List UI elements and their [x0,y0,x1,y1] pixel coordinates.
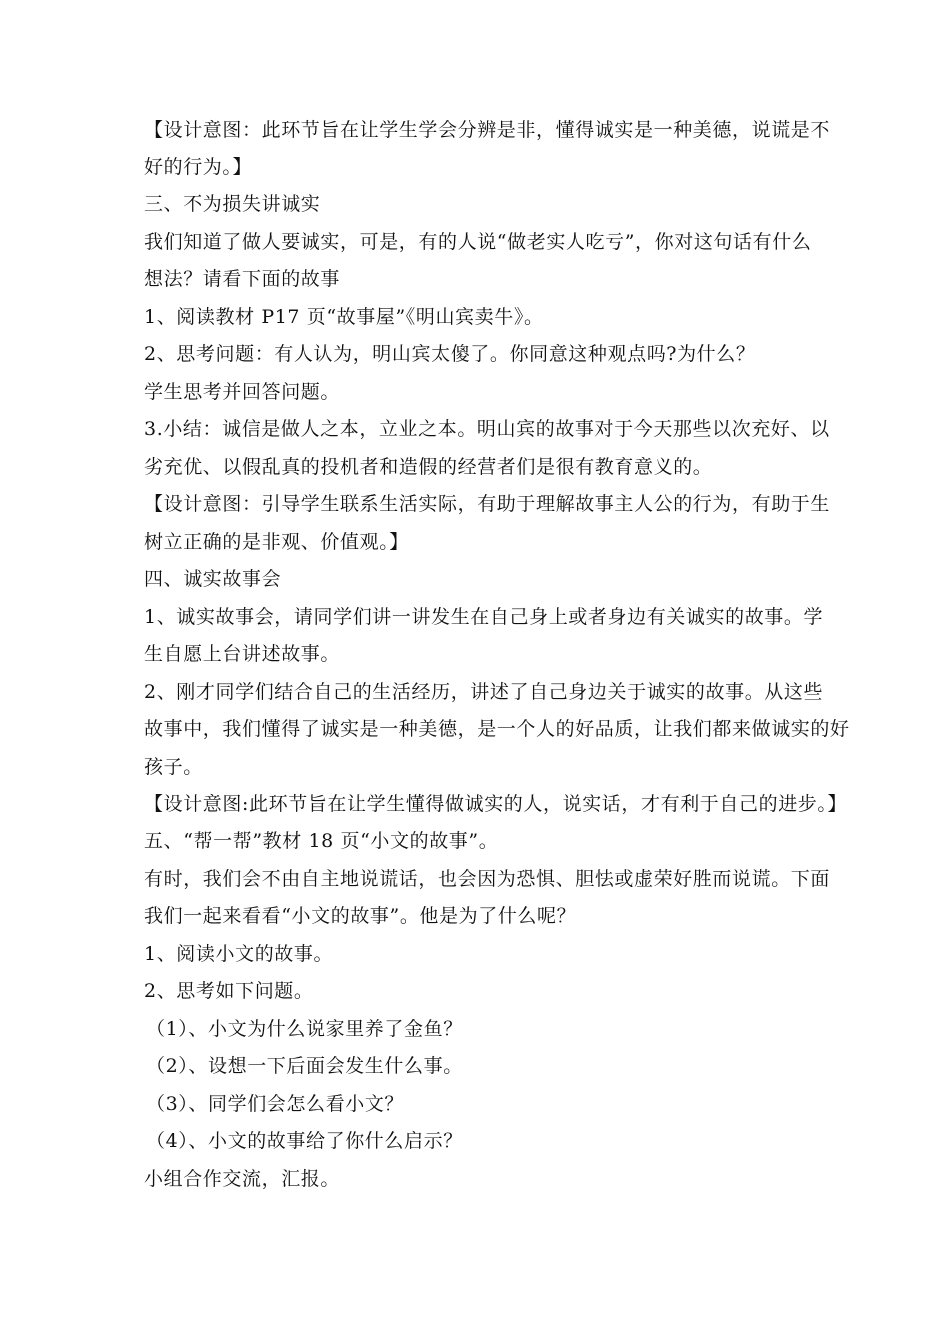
section-heading: 五、“帮一帮”教材 18 页“小文的故事”。 [144,830,499,852]
question-item: （2）、设想一下后面会发生什么事。 [146,1055,463,1077]
text-line: 我们知道了做人要诚实，可是，有的人说“做老实人吃亏”，你对这句话有什么 [144,231,812,253]
list-item: 2、思考问题：有人认为，明山宾太傻了。你同意这种观点吗?为什么？ [144,343,756,365]
text-line: 故事中，我们懂得了诚实是一种美德，是一个人的好品质，让我们都来做诚实的好 [144,718,850,740]
text-line: 劣充优、以假乱真的投机者和造假的经营者们是很有教育意义的。 [144,456,713,478]
section-heading: 四、诚实故事会 [144,568,282,590]
text-line: 树立正确的是非观、价值观。】 [144,531,409,553]
text-line: 小组合作交流，汇报。 [144,1168,341,1190]
design-intent-paragraph: 【设计意图：引导学生联系生活实际，有助于理解故事主人公的行为，有助于生 [144,493,831,515]
list-item: 2、思考如下问题。 [144,980,314,1002]
list-item: 1、阅读小文的故事。 [144,943,334,965]
question-item: （3）、同学们会怎么看小文？ [146,1093,404,1115]
text-line: 孩子。 [144,756,203,778]
section-heading: 三、不为损失讲诚实 [144,193,321,215]
text-line: 有时，我们会不由自主地说谎话，也会因为恐惧、胆怯或虚荣好胜而说谎。下面 [144,868,831,890]
design-intent-paragraph: 【设计意图:此环节旨在让学生懂得做诚实的人，说实话，才有利于自己的进步。】 [144,793,848,815]
question-item: （1）、小文为什么说家里养了金鱼？ [146,1018,463,1040]
text-line: 我们一起来看看“小文的故事”。他是为了什么呢？ [144,905,577,927]
text-line: 生自愿上台讲述故事。 [144,643,341,665]
list-item: 2、刚才同学们结合自己的生活经历，讲述了自己身边关于诚实的故事。从这些 [144,681,824,703]
list-item: 1、诚实故事会，请同学们讲一讲发生在自己身上或者身边有关诚实的故事。学 [144,606,824,628]
question-item: （4）、小文的故事给了你什么启示？ [146,1130,463,1152]
list-item: 3.小结：诚信是做人之本，立业之本。明山宾的故事对于今天那些以次充好、以 [144,418,830,440]
list-item: 1、阅读教材 P17 页“故事屋”《明山宾卖牛》。 [144,306,544,328]
text-line: 想法？请看下面的故事 [144,268,341,290]
design-intent-paragraph: 【设计意图：此环节旨在让学生学会分辨是非，懂得诚实是一种美德，说谎是不 [144,119,831,141]
text-line: 学生思考并回答问题。 [144,381,341,403]
text-line: 好的行为。】 [144,156,253,178]
